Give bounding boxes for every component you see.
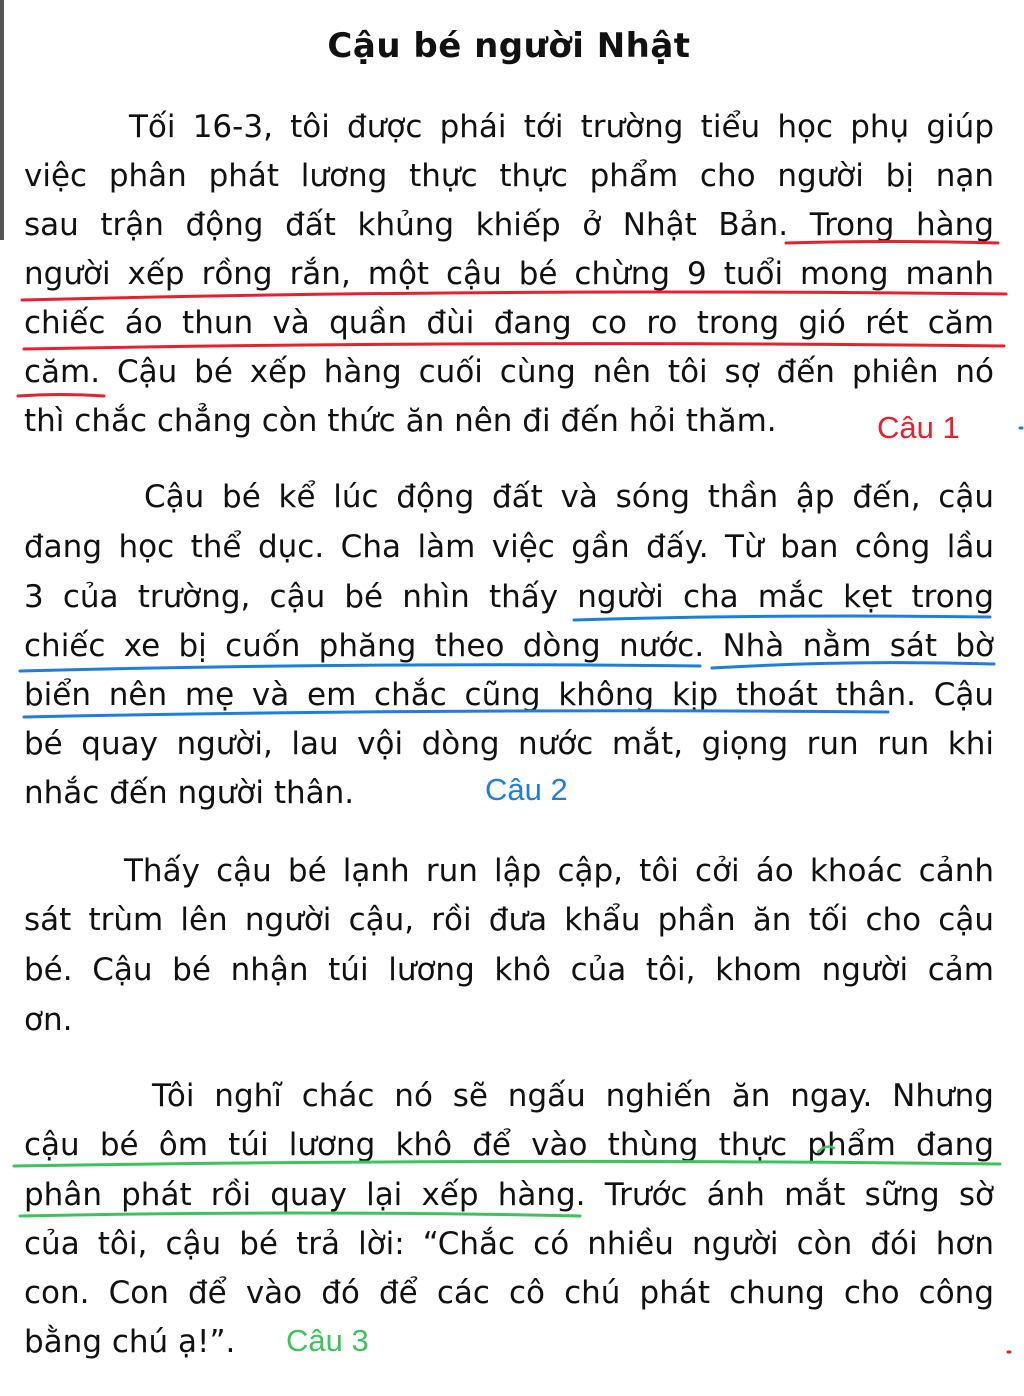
paragraph-line: 3 của trường, cậu bé nhìn thấy người cha mắc kẹt trong (24, 579, 994, 615)
paragraph-line: Tôi nghĩ chác nó sẽ ngấu nghiến ăn ngay. Nhưng (152, 1078, 994, 1114)
paragraph-line: bé quay người, lau vội dòng nước mắt, giọng run run khi (24, 726, 994, 762)
paragraph-line: chiếc áo thun và quần đùi đang co ro trong gió rét căm (24, 305, 994, 341)
paragraph-line: người xếp rồng rắn, một cậu bé chừng 9 tuổi mong manh (24, 256, 994, 292)
paragraph-line: ơn. (24, 1002, 73, 1038)
paragraph-line: chiếc xe bị cuốn phăng theo dòng nước. Nhà nằm sát bờ (24, 628, 994, 664)
paragraph-line: phân phát rồi quay lại xếp hàng. Trước ánh mắt sững sờ (24, 1177, 994, 1213)
paragraph-line: việc phân phát lương thực thực phẩm cho người bị nạn (24, 158, 994, 194)
paragraph-line: cậu bé ôm túi lương khô để vào thùng thực phẩm đang (24, 1127, 994, 1163)
paragraph-line: con. Con để vào đó để các cô chú phát chung cho công (24, 1275, 994, 1311)
paragraph-line: Thấy cậu bé lạnh run lập cập, tôi cởi áo khoác cảnh (124, 853, 994, 889)
document-page (24, 0, 994, 1396)
document-title: Cậu bé người Nhật (327, 26, 691, 66)
paragraph-line: căm. Cậu bé xếp hàng cuối cùng nên tôi sợ đến phiên nó (24, 354, 994, 390)
annotation-cau-3: Câu 3 (286, 1323, 369, 1358)
paragraph-line: sát trùm lên người cậu, rồi đưa khẩu phần ăn tối cho cậu (24, 902, 994, 938)
paragraph-line: nhắc đến người thân. (24, 775, 355, 811)
paragraph-line: Tối 16-3, tôi được phái tới trường tiểu học phụ giúp (129, 109, 994, 145)
annotation-cau-1: Câu 1 (877, 410, 960, 445)
paragraph-line: biển nên mẹ và em chắc cũng không kịp thoát thân. Cậu (24, 677, 994, 713)
paragraph-line: bằng chú ạ!”. (24, 1324, 236, 1360)
page-edge-bar (0, 0, 4, 240)
paragraph-line: thì chắc chẳng còn thức ăn nên đi đến hỏi thăm. (24, 403, 777, 439)
paragraph-line: đang học thể dục. Cha làm việc gần đấy. Từ ban công lầu (24, 529, 994, 565)
paragraph-line: bé. Cậu bé nhận túi lương khô của tôi, khom người cảm (24, 952, 994, 988)
paragraph-line: của tôi, cậu bé trả lời: “Chắc có nhiều người còn đói hơn (24, 1226, 994, 1262)
paragraph-line: Cậu bé kể lúc động đất và sóng thần ập đến, cậu (144, 479, 994, 515)
annotation-cau-2: Câu 2 (485, 772, 568, 807)
paragraph-line: sau trận động đất khủng khiếp ở Nhật Bản. Trong hàng (24, 207, 994, 243)
